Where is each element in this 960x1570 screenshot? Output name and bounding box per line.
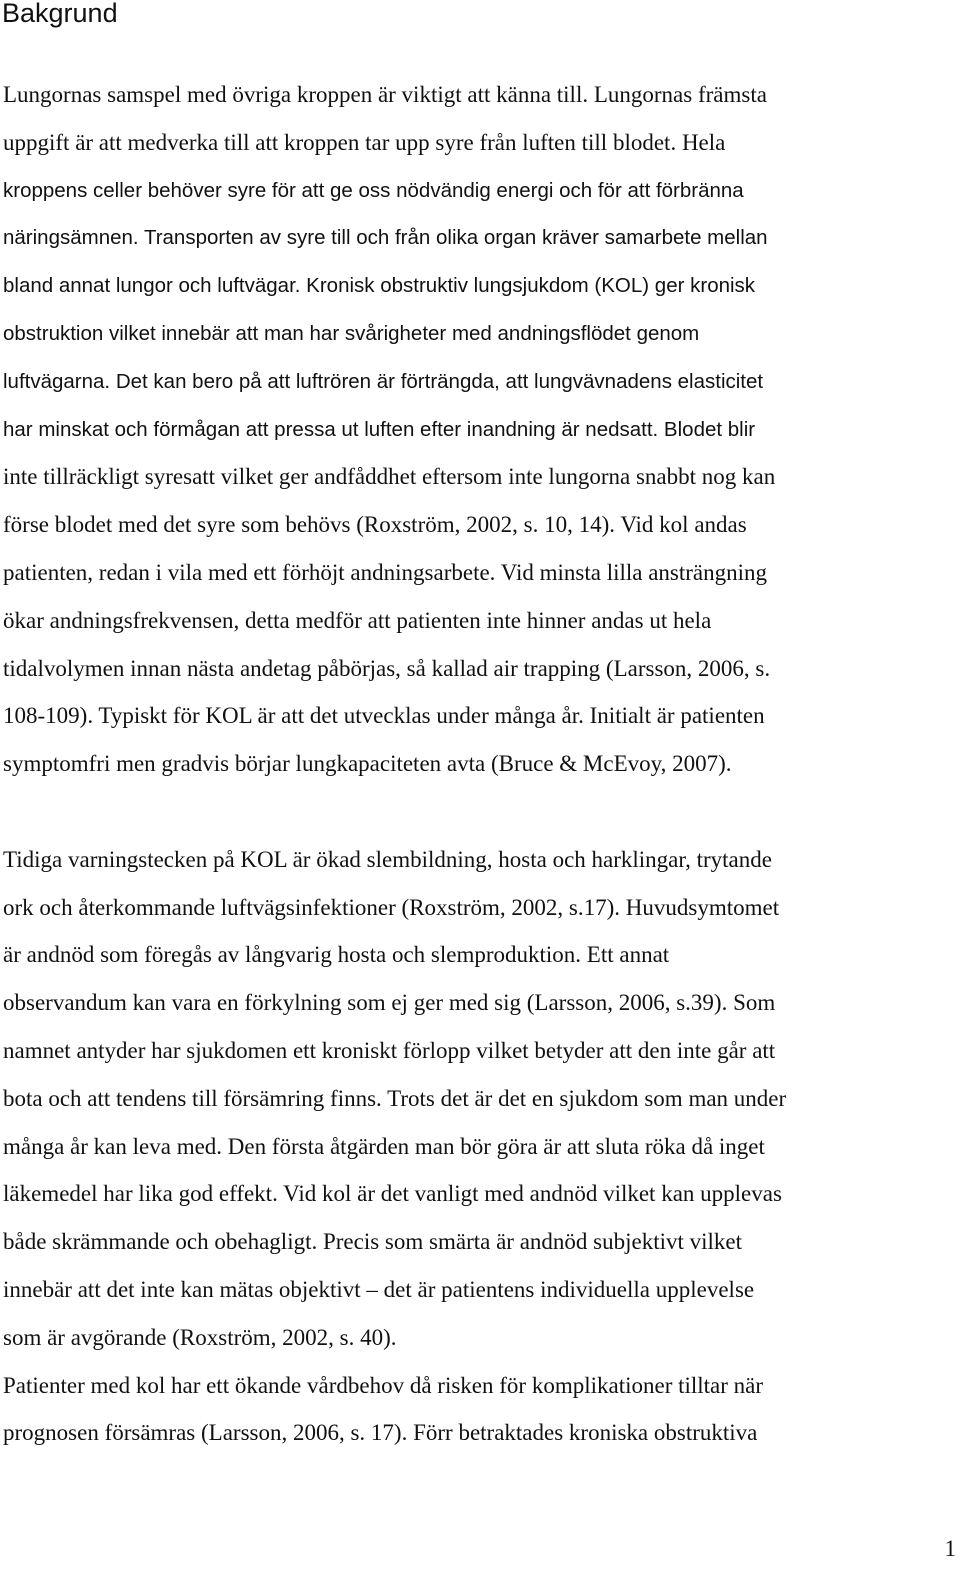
text-line: har minskat och förmågan att pressa ut luften efter inandning är nedsatt. Blodet blir — [3, 417, 756, 441]
text-line: läkemedel har lika god effekt. Vid kol är det vanligt med andnöd vilket kan upplevas — [3, 1181, 782, 1207]
text-line: uppgift är att medverka till att kroppen tar upp syre från luften till blodet. Hela — [3, 129, 726, 155]
text-line: Patienter med kol har ett ökande vårdbehov då risken för komplikationer tilltar när — [3, 1372, 764, 1398]
text-line: Tidiga varningstecken på KOL är ökad slembildning, hosta och harklingar, trytande — [3, 846, 772, 872]
text-line: patienten, redan i vila med ett förhöjt andningsarbete. Vid minsta lilla ansträngning — [3, 560, 768, 585]
text-line: ork och återkommande luftvägsinfektioner (Roxström, 2002, s.17). Huvudsymtomet — [3, 894, 780, 920]
section-heading: Bakgrund — [2, 0, 118, 28]
text-line: luftvägarna. Det kan bero på att luftrören är förträngda, att lungvävnadens elasticitet — [3, 369, 764, 393]
text-line: obstruktion vilket innebär att man har svårigheter med andningsflödet genom — [3, 322, 700, 345]
text-line: både skrämmande och obehagligt. Precis som smärta är andnöd subjektivt vilket — [3, 1229, 743, 1255]
text-line: många år kan leva med. Den första åtgärden man bör göra är att sluta röka då inget — [3, 1133, 765, 1159]
text-line: Lungornas samspel med övriga kroppen är viktigt att känna till. Lungornas främsta — [3, 82, 767, 107]
text-line: innebär att det inte kan mätas objektivt – det är patientens individuella upplevelse — [3, 1277, 755, 1302]
text-line: observandum kan vara en förkylning som ej ger med sig (Larsson, 2006, s.39). Som — [3, 990, 776, 1016]
text-line: namnet antyder har sjukdomen ett kroniskt förlopp vilket betyder att den inte går att — [3, 1038, 776, 1063]
text-line: förse blodet med det syre som behövs (Roxström, 2002, s. 10, 14). Vid kol andas — [3, 512, 747, 538]
text-line: bota och att tendens till försämring finns. Trots det är det en sjukdom som man under — [3, 1085, 787, 1111]
text-line: ökar andningsfrekvensen, detta medför att patienten inte hinner andas ut hela — [3, 607, 712, 633]
text-line: näringsämnen. Transporten av syre till och från olika organ kräver samarbete mellan — [3, 226, 768, 250]
text-line: bland annat lungor och luftvägar. Kronisk obstruktiv lungsjukdom (KOL) ger kronisk — [3, 274, 756, 298]
page-number: 1 — [944, 1536, 956, 1561]
text-line: prognosen försämras (Larsson, 2006, s. 17). Förr betraktades kroniska obstruktiva — [3, 1420, 758, 1446]
text-line: som är avgörande (Roxström, 2002, s. 40). — [3, 1324, 397, 1350]
text-line: inte tillräckligt syresatt vilket ger andfåddhet eftersom inte lungorna snabbt nog kan — [3, 464, 776, 490]
text-line: 108-109). Typiskt för KOL är att det utvecklas under många år. Initialt är patienten — [3, 703, 765, 729]
text-line: symptomfri men gradvis börjar lungkapaciteten avta (Bruce & McEvoy, 2007). — [3, 751, 732, 777]
text-line: tidalvolymen innan nästa andetag påbörjas, så kallad air trapping (Larsson, 2006, s. — [3, 655, 771, 681]
text-line: är andnöd som föregås av långvarig hosta och slemproduktion. Ett annat — [3, 942, 670, 968]
text-line: kroppens celler behöver syre för att ge oss nödvändig energi och för att förbränna — [3, 178, 744, 202]
